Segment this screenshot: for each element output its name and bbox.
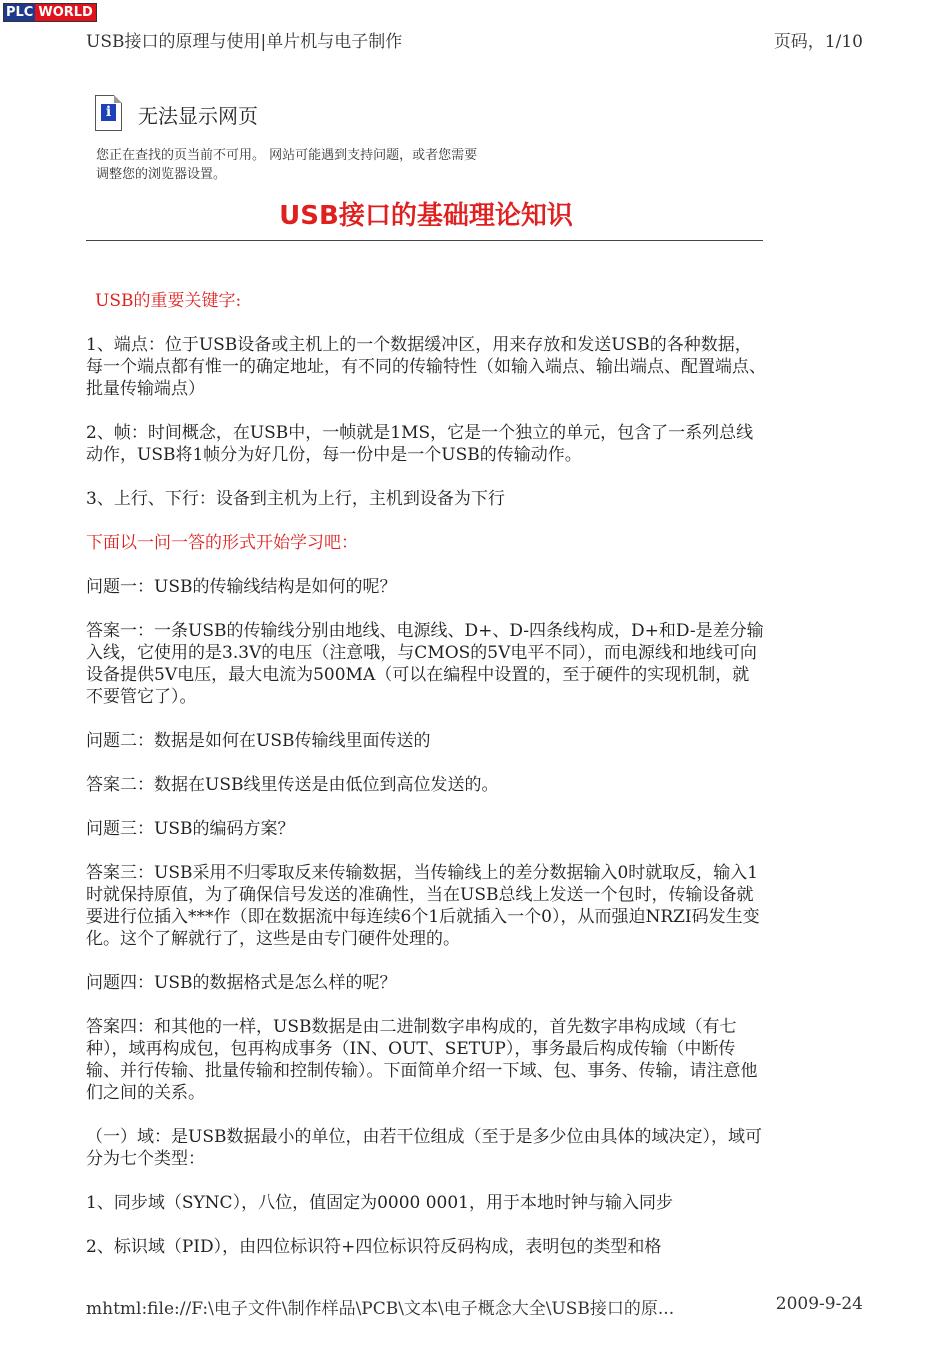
title-divider [86,240,763,241]
question-2: 问题二：数据是如何在USB传输线里面传送的 [86,731,431,751]
answer-3: 答案三：USB采用不归零取反来传输数据，当传输线上的差分数据输入0时就取反，输入1时就保持原值，为了确保信号发送的准确性，当在USB总线上发送一个包时，传输设备就要进行位插入***作（即在数据流中每连续6个1后就插入一个0），从而强迫NRZI码发生变化。这个了解就行了，这些是由专门硬件处理的。 [86,863,760,949]
article-title: USB接口的基础理论知识 [279,201,573,231]
info-page-icon: i [95,95,122,131]
paragraph-endpoint: 1、端点：位于USB设备或主机上的一个数据缓冲区，用来存放和发送USB的各种数据，每一个端点都有惟一的确定地址，有不同的传输特性（如输入端点、输出端点、配置端点、批量传输端点） [86,335,766,399]
qa-heading: 下面以一问一答的形式开始学习吧： [86,533,358,553]
footer-path: mhtml:file://F:\电子文件\制作样品\PCB\文本\电子概念大全\USB接口的原... [86,1299,675,1319]
question-4: 问题四：USB的数据格式是怎么样的呢？ [86,973,397,993]
answer-2: 答案二：数据在USB线里传送是由低位到高位发送的。 [86,775,499,795]
question-1: 问题一：USB的传输线结构是如何的呢？ [86,577,397,597]
logo-world: WORLD [35,4,95,21]
page-number: 页码，1/10 [773,32,863,52]
footer-date: 2009-9-24 [775,1294,863,1314]
browser-error-line1: 您正在查找的页当前不可用。 网站可能遇到支持问题，或者您需要 [96,148,478,163]
browser-error-message [96,146,566,184]
keywords-heading: USB的重要关键字: [95,291,242,311]
plcworld-logo [3,3,97,22]
page-header-title: USB接口的原理与使用|单片机与电子制作 [86,32,403,52]
logo-plc: PLC [6,5,34,20]
paragraph-frame: 2、帧：时间概念，在USB中，一帧就是1MS，它是一个独立的单元，包含了一系列总线动作，USB将1帧分为好几份，每一份中是一个USB的传输动作。 [86,423,754,465]
answer-1: 答案一：一条USB的传输线分别由地线、电源线、D+、D-四条线构成，D+和D-是差分输入线，它使用的是3.3V的电压（注意哦，与CMOS的5V电平不同），而电源线和地线可向设备提供5V电压，最大电流为500MA（可以在编程中设置的，至于硬件的实现机制，就不要管它了）。 [86,621,764,707]
question-3: 问题三：USB的编码方案？ [86,819,295,839]
browser-error-title: 无法显示网页 [138,104,258,128]
paragraph-upstream: 3、上行、下行：设备到主机为上行，主机到设备为下行 [86,489,505,509]
field-pid: 2、标识域（PID），由四位标识符+四位标识符反码构成，表明包的类型和格 [86,1237,662,1257]
field-sync: 1、同步域（SYNC），八位，值固定为0000 0001，用于本地时钟与输入同步 [86,1193,673,1213]
browser-error-line2: 调整您的浏览器设置。 [96,167,227,182]
article-body [86,290,766,1280]
answer-4: 答案四：和其他的一样，USB数据是由二进制数字串构成的，首先数字串构成域（有七种），域再构成包，包再构成事务（IN、OUT、SETUP），事务最后构成传输（中断传输、并行传输、批量传输和控制传输）。下面简单介绍一下域、包、事务、传输，请注意他们之间的关系。 [86,1017,758,1103]
section-field: （一）域：是USB数据最小的单位，由若干位组成（至于是多少位由具体的域决定），域可分为七个类型： [86,1127,762,1169]
